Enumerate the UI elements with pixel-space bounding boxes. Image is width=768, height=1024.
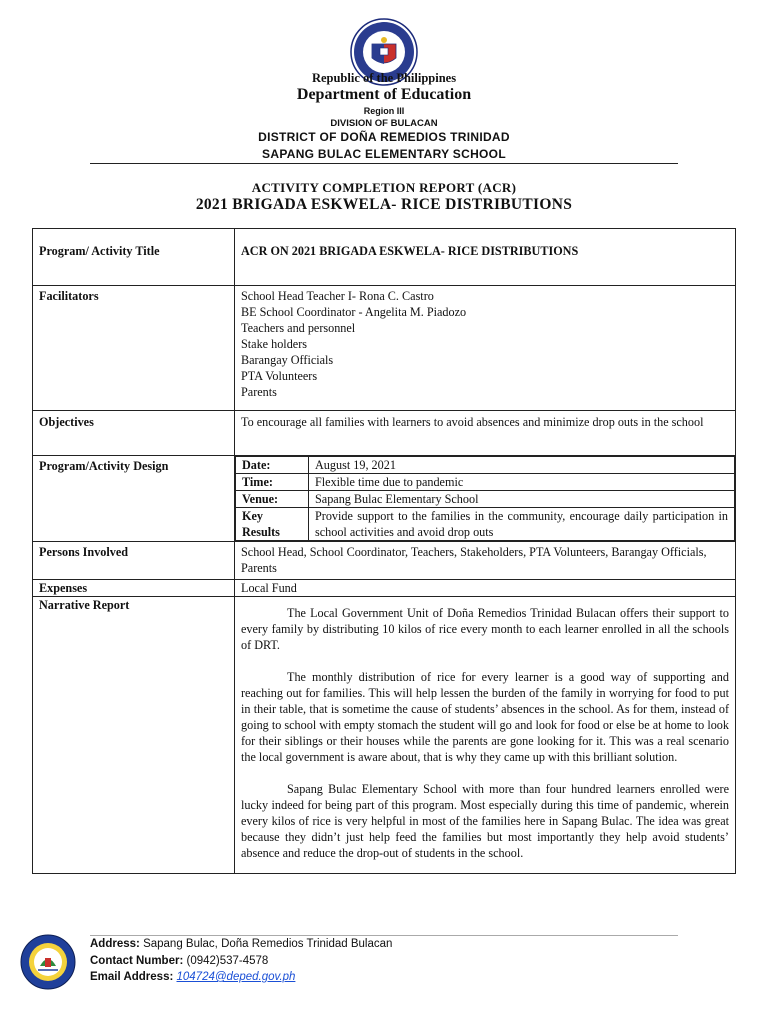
design-value: Sapang Bulac Elementary School	[309, 491, 735, 508]
design-row	[236, 491, 735, 508]
footer-contact	[90, 953, 268, 969]
address-label: Address:	[90, 938, 140, 950]
design-cell	[235, 456, 736, 542]
facilitator-item: Teachers and personnel	[241, 321, 356, 335]
objectives-value: To encourage all families with learners to avoid absences and minimize drop outs in the school	[235, 411, 736, 456]
header-division: DIVISION OF BULACAN	[330, 118, 438, 129]
facilitator-item: BE School Coordinator - Angelita M. Piadozo	[241, 305, 467, 319]
school-logo-icon	[20, 934, 76, 990]
design-value: Flexible time due to pandemic	[309, 474, 735, 491]
design-value: August 19, 2021	[309, 457, 735, 474]
facilitator-item: PTA Volunteers	[241, 369, 318, 383]
design-key: Date:	[236, 457, 309, 474]
facilitators-list	[235, 286, 736, 411]
design-row	[236, 508, 735, 541]
report-table	[32, 228, 736, 874]
facilitator-item: Stake holders	[241, 337, 308, 351]
design-key: Time:	[236, 474, 309, 491]
footer-address	[90, 936, 392, 952]
expenses-value: Local Fund	[235, 580, 736, 597]
narrative-paragraph: The monthly distribution of rice for every learner is a good way of supporting and reaching out for families. This will help lessen the burden of the family in worrying for food to put in their table, that is sometime the cause of students’ absences in the school. As for them, instead of going to school with empty stomach the student will go and look for food or else be at home to look for their siblings or their houses while the parents are gone looking for it. This was a real scenario the local government is aware about, that is why they came up with this brilliant solution.	[241, 670, 729, 764]
design-row	[236, 457, 735, 474]
row-narrative	[33, 597, 736, 874]
header-department: Department of Education	[296, 86, 472, 103]
contact-label: Contact Number:	[90, 955, 184, 967]
facilitator-item: Parents	[241, 385, 277, 399]
report-main-title: 2021 BRIGADA ESKWELA- RICE DISTRIBUTIONS	[195, 196, 573, 213]
program-title-value: ACR ON 2021 BRIGADA ESKWELA- RICE DISTRIBUTIONS	[235, 229, 736, 286]
row-persons	[33, 542, 736, 580]
footer-email	[90, 969, 295, 985]
narrative-label: Narrative Report	[33, 597, 235, 874]
contact-value: (0942)537-4578	[186, 955, 269, 967]
header-district: DISTRICT OF DOÑA REMEDIOS TRINIDAD	[258, 130, 510, 144]
design-row	[236, 474, 735, 491]
row-program-title	[33, 229, 736, 286]
report-type-title: ACTIVITY COMPLETION REPORT (ACR)	[251, 180, 517, 195]
header-school: SAPANG BULAC ELEMENTARY SCHOOL	[262, 147, 506, 161]
design-value: Provide support to the families in the community, encourage daily participation in school activities and avoid drop outs	[309, 508, 735, 541]
header-region: Region III	[363, 106, 405, 116]
narrative-paragraph: The Local Government Unit of Doña Remedios Trinidad Bulacan offers their support to every family by distributing 10 kilos of rice every month to each learner enrolled in all the schools of DRT.	[241, 606, 729, 652]
persons-value: School Head, School Coordinator, Teachers, Stakeholders, PTA Volunteers, Barangay Officials, Parents	[235, 542, 736, 580]
row-expenses	[33, 580, 736, 597]
persons-label: Persons Involved	[33, 542, 235, 580]
row-facilitators	[33, 286, 736, 411]
design-key: Key Results	[236, 508, 309, 541]
address-value: Sapang Bulac, Doña Remedios Trinidad Bulacan	[143, 938, 393, 950]
design-table	[235, 456, 735, 541]
objectives-label: Objectives	[33, 411, 235, 456]
header-republic: Republic of the Philippines	[311, 71, 457, 85]
program-title-label: Program/ Activity Title	[33, 229, 235, 286]
facilitator-item: Barangay Officials	[241, 353, 334, 367]
facilitators-label: Facilitators	[33, 286, 235, 411]
facilitator-item: School Head Teacher I- Rona C. Castro	[241, 289, 434, 303]
row-objectives	[33, 411, 736, 456]
email-link[interactable]: 104724@deped.gov.ph	[176, 971, 296, 983]
expenses-label: Expenses	[33, 580, 235, 597]
narrative-paragraph: Sapang Bulac Elementary School with more than four hundred learners enrolled were lucky indeed for being part of this program. Most especially during this time of pandemic, wherein every kilos of rice is very helpful in most of the families here in Sapang Bulac. The idea was great because they didn’t just help feed the families but most importantly they help avoid students’ absence and reduce the drop-out of students in the school.	[241, 782, 729, 860]
design-label: Program/Activity Design	[33, 456, 235, 542]
header-divider	[90, 163, 678, 164]
narrative-body	[235, 597, 736, 874]
design-key: Venue:	[236, 491, 309, 508]
row-design	[33, 456, 736, 542]
email-label: Email Address:	[90, 971, 174, 983]
